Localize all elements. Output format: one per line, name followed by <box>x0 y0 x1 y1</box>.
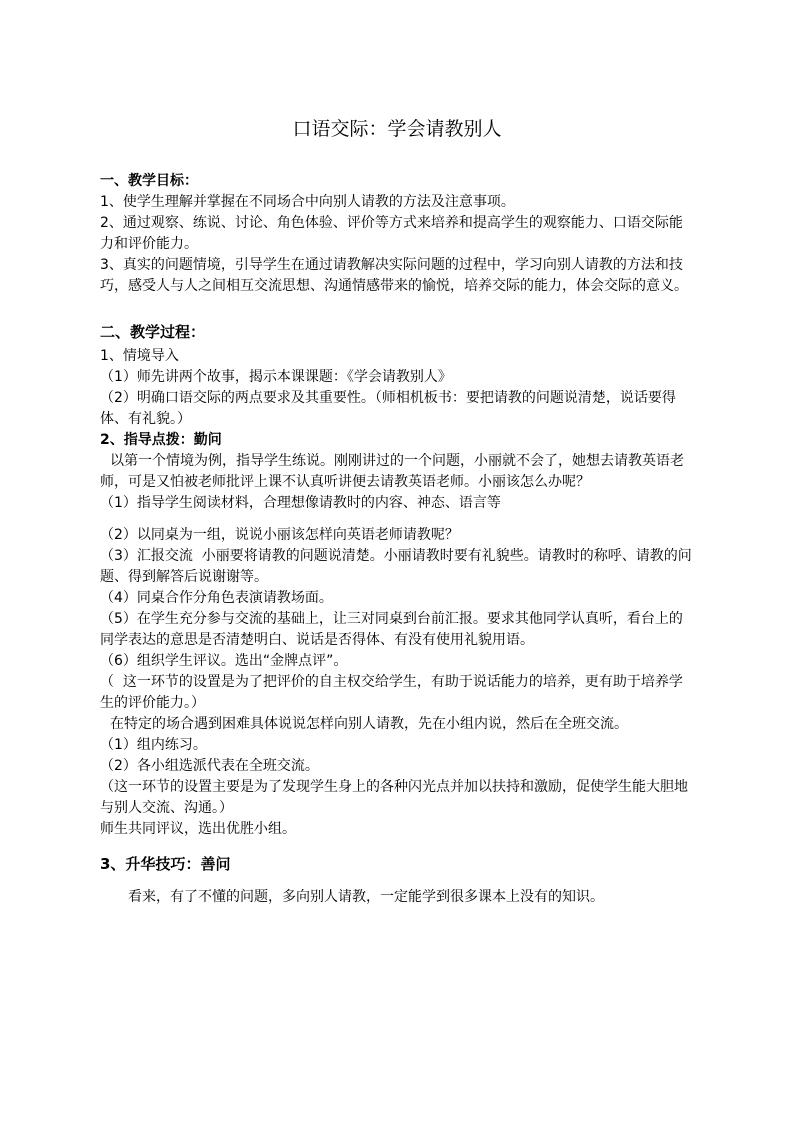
paragraph: 1、情境导入 <box>100 348 179 364</box>
paragraph: （ 这一环节的设置是为了把评价的自主权交给学生，有助于说话能力的培养，更有助于培养学生的评价能力。） <box>100 674 683 711</box>
paragraph: 2、通过观察、练说、讨论、角色体验、评价等方式来培养和提高学生的观察能力、口语交际能力和评价能力。 <box>100 215 683 252</box>
paragraph: （1）指导学生阅读材料，合理想像请教时的内容、神态、语言等 <box>100 495 501 511</box>
paragraph: （2）各小组选派代表在全班交流。 <box>100 758 319 774</box>
paragraph: （这一环节的设置主要是为了发现学生身上的各种闪光点并加以扶持和激励，促使学生能大胆地与别人交流、沟通。） <box>100 779 688 816</box>
paragraph: （4）同桌合作分角色表演请教场面。 <box>100 590 333 606</box>
subsection-heading: 3、升华技巧：善问 <box>100 855 231 873</box>
section-heading-process: 二、教学过程： <box>100 323 206 341</box>
page-title: 口语交际：学会请教别人 <box>292 118 502 140</box>
paragraph: （1）师先讲两个故事，揭示本课课题：《学会请教别人》 <box>100 369 452 385</box>
document-body <box>100 171 696 908</box>
paragraph: （1）组内练习。 <box>100 737 207 753</box>
paragraph: 师生共同评议，选出优胜小组。 <box>100 821 296 837</box>
paragraph: 3、真实的问题情境，引导学生在通过请教解决实际问题的过程中，学习向别人请教的方法和技巧，感受人与人之间相互交流思想、沟通情感带来的愉悦，培养交际的能力，体会交际的意义。 <box>100 257 688 294</box>
paragraph: 以第一个情境为例，指导学生练说。刚刚讲过的一个问题，小丽就不会了，她想去请教英语老师，可是又怕被老师批评上课不认真听讲便去请教英语老师。小丽该怎么办呢？ <box>100 453 684 490</box>
paragraph: 1、使学生理解并掌握在不同场合中向别人请教的方法及注意事项。 <box>100 194 515 210</box>
section-heading-goals: 一、教学目标： <box>100 173 198 189</box>
paragraph: （6）组织学生评议。选出“金牌点评”。 <box>100 653 348 669</box>
subsection-heading: 2、指导点拨：勤问 <box>100 432 222 448</box>
paragraph: 在特定的场合遇到困难具体说说怎样向别人请教，先在小组内说，然后在全班交流。 <box>110 716 628 732</box>
paragraph: 看来，有了不懂的问题，多向别人请教，一定能学到很多课本上没有的知识。 <box>128 889 604 905</box>
paragraph: （3）汇报交流 小丽要将请教的问题说清楚。小丽请教时要有礼貌些。请教时的称呼、请教的问题、得到解答后说谢谢等。 <box>100 548 692 585</box>
paragraph: （2）明确口语交际的两点要求及其重要性。（师相机板书：要把请教的问题说清楚，说话要得体、有礼貌。） <box>100 390 676 427</box>
paragraph: （5）在学生充分参与交流的基础上，让三对同桌到台前汇报。要求其他同学认真听，看台上的同学表达的意思是否清楚明白、说话是否得体、有没有使用礼貌用语。 <box>100 611 683 648</box>
paragraph: （2）以同桌为一组，说说小丽该怎样向英语老师请教呢？ <box>100 527 459 543</box>
